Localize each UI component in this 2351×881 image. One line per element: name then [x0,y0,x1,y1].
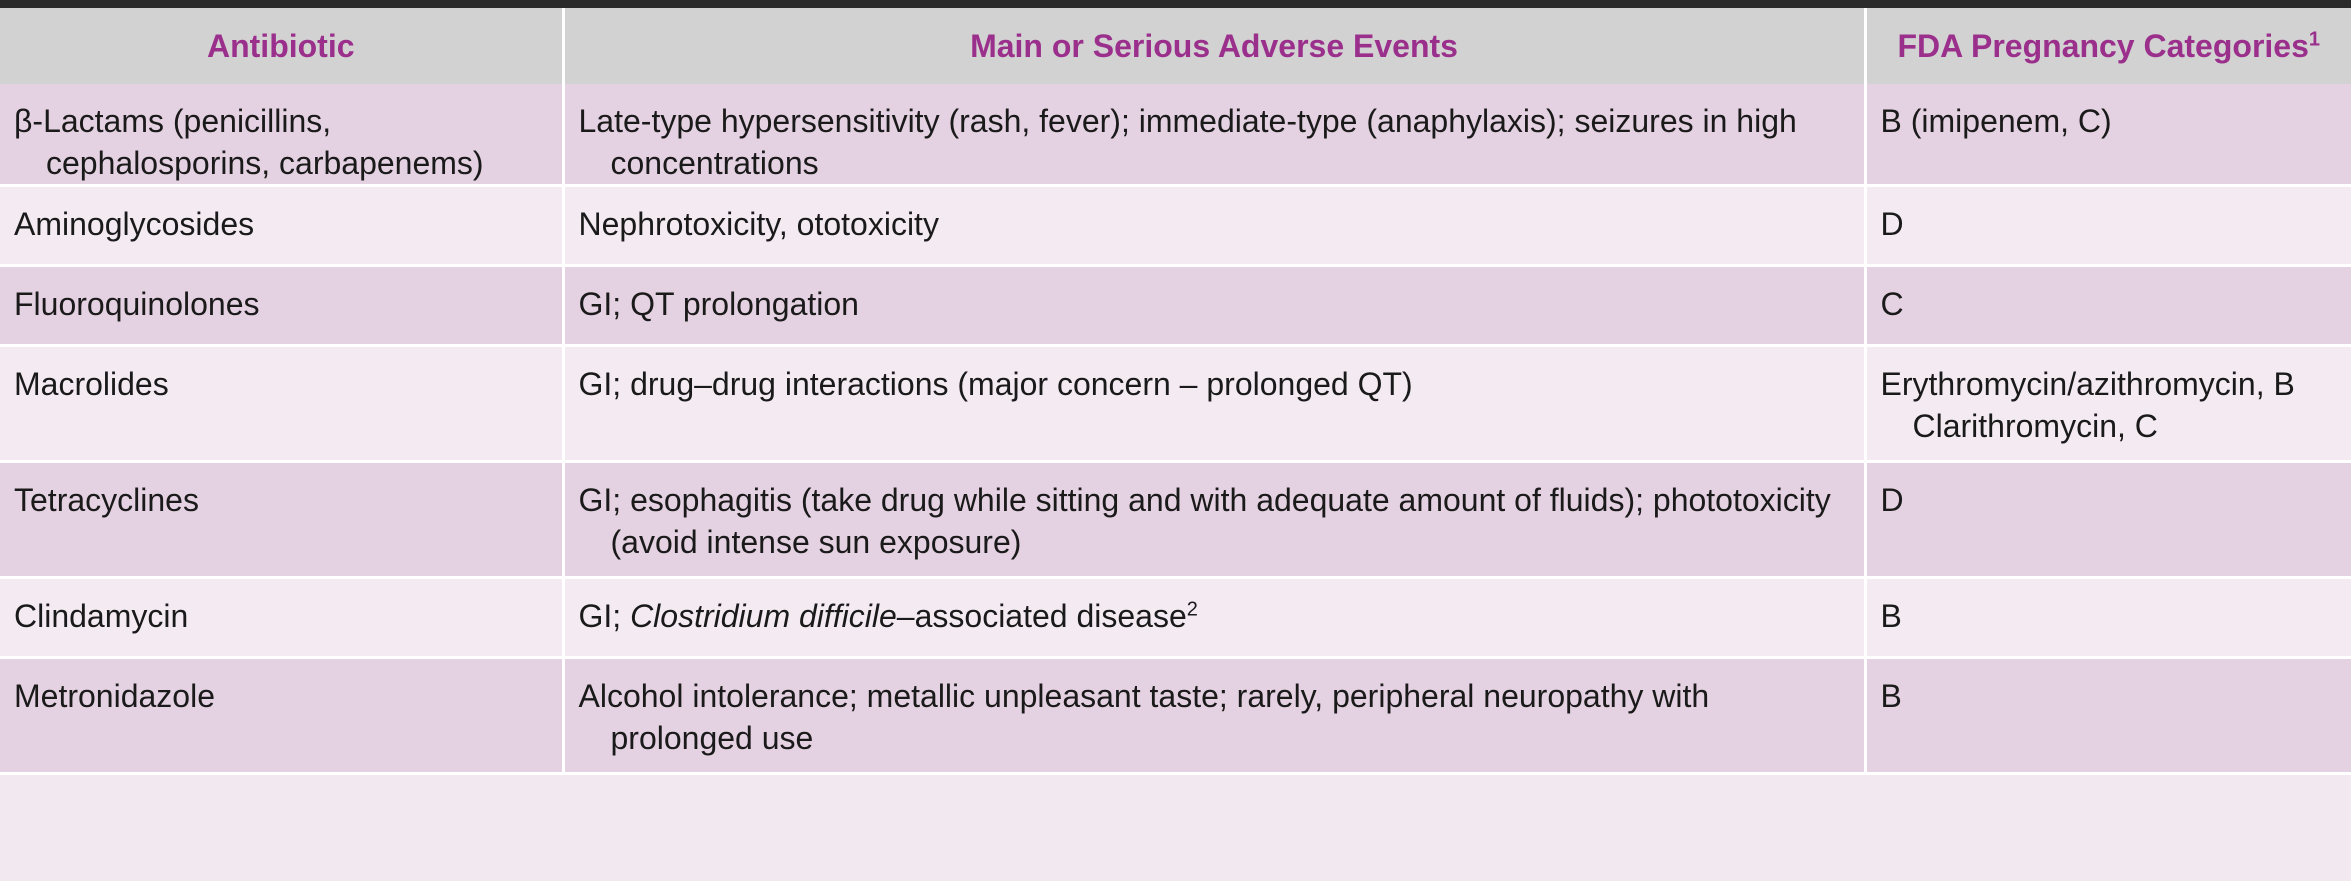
adverse-events-suffix: –associated disease [896,598,1187,634]
table-row [0,462,2351,578]
cell-pregnancy-category [1865,186,2351,266]
header-adverse-events: Main or Serious Adverse Events [563,8,1865,84]
antibiotic-name: Tetracyclines [14,482,199,518]
adverse-events-prefix: GI; [578,598,631,634]
adverse-events-text: GI; drug–drug interactions (major concern – prolonged QT) [578,366,1413,402]
antibiotic-name: β-Lactams (penicillins, cephalosporins, carbapenems) [14,103,484,181]
pregnancy-category-text: D [1880,206,1904,242]
antibiotic-name: Aminoglycosides [14,206,255,242]
cell-pregnancy-category [1865,462,2351,578]
pregnancy-category-text: B [1880,598,1902,634]
cell-pregnancy-category [1865,346,2351,462]
antibiotic-name: Clindamycin [14,598,189,634]
cell-antibiotic [0,462,563,578]
table-row [0,658,2351,774]
table-row [0,578,2351,658]
pregnancy-category-text: Erythromycin/azithromycin, B [1880,366,2295,402]
adverse-events-text: Late-type hypersensitivity (rash, fever); immediate-type (anaphylaxis); seizures in high concentrations [578,103,1797,181]
cell-pregnancy-category [1865,266,2351,346]
table-row [0,186,2351,266]
adverse-events-text: Alcohol intolerance; metallic unpleasant taste; rarely, peripheral neuropathy with prolonged use [578,678,1710,756]
top-rule [0,0,2351,8]
cell-antibiotic [0,578,563,658]
table-row [0,84,2351,186]
cell-antibiotic [0,186,563,266]
table-header-row [0,8,2351,84]
header-pregnancy-categories [1865,8,2351,84]
adverse-events-text [579,595,1850,637]
cell-adverse-events [563,346,1865,462]
pregnancy-category-text: C [1880,286,1904,322]
cell-antibiotic [0,266,563,346]
cell-adverse-events [563,266,1865,346]
antibiotic-name: Metronidazole [14,678,215,714]
cell-pregnancy-category [1865,578,2351,658]
adverse-events-text: Nephrotoxicity, ototoxicity [578,206,939,242]
header-pregnancy-label: FDA Pregnancy Categories [1897,27,2309,64]
antibiotic-name: Macrolides [14,366,169,402]
cell-adverse-events [563,578,1865,658]
cell-adverse-events [563,462,1865,578]
cell-antibiotic [0,658,563,774]
pregnancy-category-text: B [1880,678,1902,714]
cell-adverse-events [563,84,1865,186]
cell-pregnancy-category [1865,658,2351,774]
adverse-events-text: GI; QT prolongation [578,286,859,322]
footnote-marker: 1 [2308,27,2320,50]
pregnancy-category-text: Clarithromycin, C [1912,408,2158,444]
antibiotic-adverse-events-table [0,8,2351,775]
cell-adverse-events [563,186,1865,266]
adverse-events-text: GI; esophagitis (take drug while sitting and with adequate amount of fluids); phototoxicity (avoid intense sun exposure) [578,482,1831,560]
table-row [0,266,2351,346]
footnote-marker: 2 [1186,598,1198,621]
antibiotic-name: Fluoroquinolones [14,286,260,322]
table-row [0,346,2351,462]
header-antibiotic: Antibiotic [0,8,563,84]
pregnancy-category-text: D [1880,482,1904,518]
cell-antibiotic [0,346,563,462]
pregnancy-category-text: B (imipenem, C) [1880,103,2112,139]
cell-adverse-events [563,658,1865,774]
cell-antibiotic [0,84,563,186]
organism-name: Clostridium difficile [630,598,897,634]
cell-pregnancy-category [1865,84,2351,186]
